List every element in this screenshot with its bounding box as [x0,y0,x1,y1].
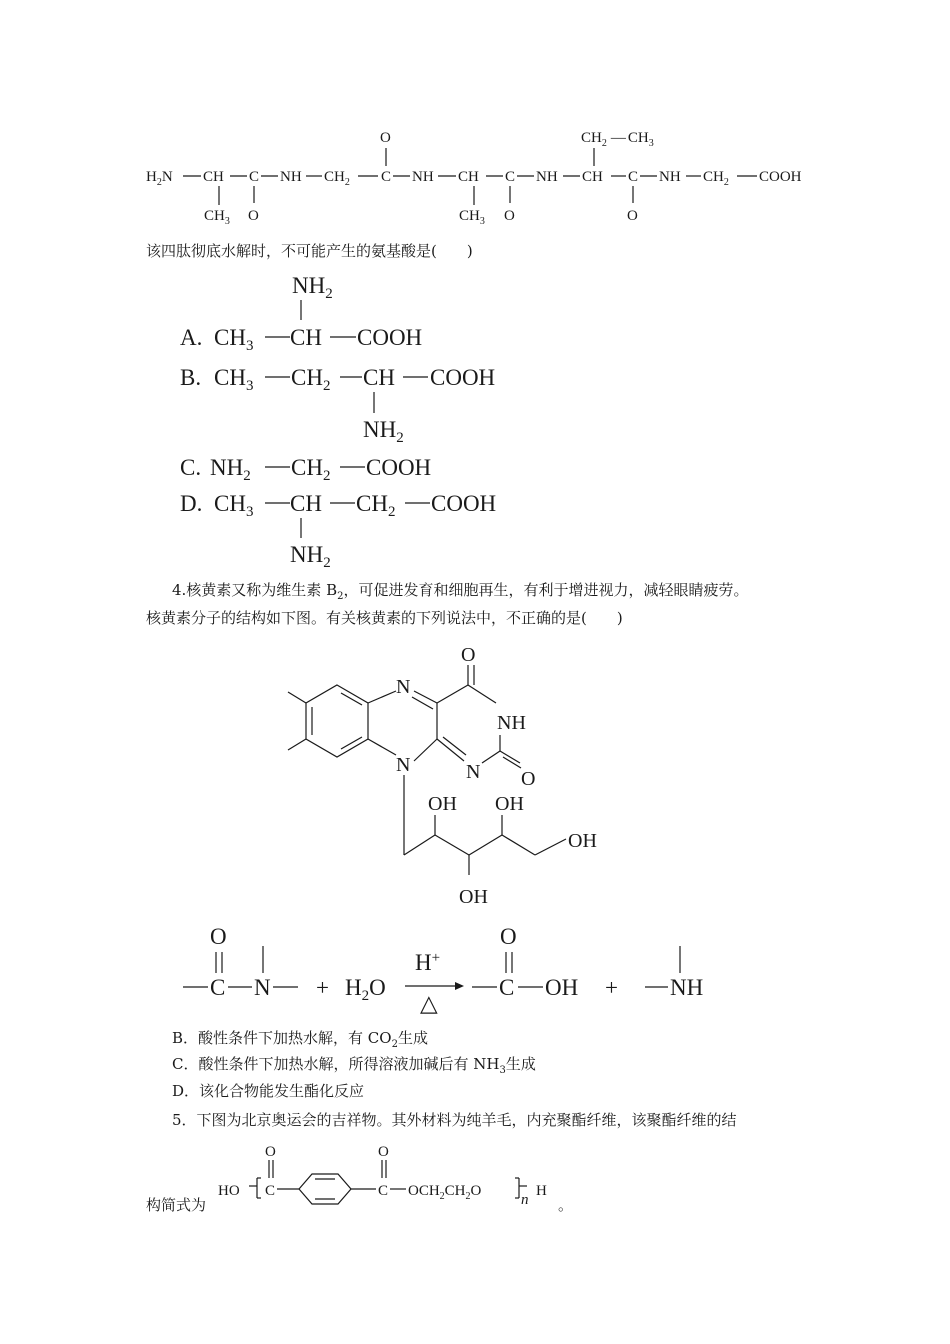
opt-d-cooh: COOH [431,491,497,516]
poly-h: H [536,1183,547,1199]
o-3: O [504,208,515,224]
o-ring: O [521,768,536,790]
o-2: O [380,130,391,146]
o-top: O [461,644,476,666]
n-top: N [396,676,411,698]
q4-option-d: D．该化合物能发生酯化反应 [172,1082,365,1100]
polyester-structure [0,1138,950,1218]
opt-c-ch2: $CH_2$ [291,455,331,484]
tetrapeptide-structure [0,0,950,240]
plus-1: + [316,975,329,1000]
amide-hydrolysis-equation [0,918,950,1016]
q5-line2-suffix: 。 [558,1196,574,1214]
oh-1: OH [428,793,457,815]
opt-d-ch: CH [290,491,322,516]
ch-1: CH [203,169,224,185]
n-bottom: N [396,754,411,776]
c-3: C [505,169,516,185]
o-4: O [627,208,638,224]
water: $H_2O$ [345,975,386,1004]
ch-2: CH [458,169,479,185]
acid-c: C [499,975,515,1000]
opt-c-cooh: COOH [366,455,432,480]
n-ring: N [466,761,481,783]
ch-3: CH [582,169,603,185]
c-4: C [628,169,639,185]
riboflavin-structure [0,635,950,915]
poly-och2ch2o: $OCH_2CH_2O$ [408,1183,482,1202]
ch3-1: $CH_3$ [204,208,230,227]
opt-d-label: D. [180,491,203,516]
opt-c-label: C. [180,455,202,480]
acid-o: O [500,924,517,949]
nh-4: NH [659,169,681,185]
opt-a-ch3: $CH_3$ [214,325,254,354]
opt-a-ch: CH [290,325,322,350]
ch2-1: $CH_2$ [324,169,350,188]
poly-o-1: O [265,1144,276,1160]
ch3-2: $CH_3$ [459,208,485,227]
oh-2: OH [495,793,524,815]
catalyst-h: H+ [415,950,441,975]
poly-n: n [521,1192,529,1208]
q5-line2-prefix: 构简式为 [146,1196,207,1214]
q3-stem: 该四肽彻底水解时，不可能产生的氨基酸是( ) [146,242,473,260]
plus-2: + [605,975,618,1000]
oh-4: OH [459,886,488,908]
ch2-2: $CH_2$ [703,169,729,188]
opt-d-nh2: $NH_2$ [290,542,331,571]
nh-2: NH [412,169,434,185]
amide-c: C [210,975,226,1000]
q4-line2: 核黄素分子的结构如下图。有关核黄素的下列说法中，不正确的是( ) [146,609,623,627]
o-1: O [248,208,259,224]
q5-line1: 5．下图为北京奥运会的吉祥物。其外材料为纯羊毛，内充聚酯纤维，该聚酯纤维的结 [172,1111,737,1129]
opt-a-cooh: COOH [357,325,423,350]
opt-a-nh2: $NH_2$ [292,273,333,302]
poly-o-2: O [378,1144,389,1160]
c-2: C [381,169,392,185]
opt-b-label: B. [180,365,202,390]
nh-1: NH [280,169,302,185]
heat-symbol: △ [420,991,438,1016]
q4-option-b: B．酸性条件下加热水解，有 $CO_2$生成 [172,1029,428,1050]
acid-oh: OH [545,975,579,1000]
amine-nh: NH [670,975,704,1000]
opt-b-ch2: $CH_2$ [291,365,331,394]
poly-c-2: C [378,1183,389,1199]
opt-d-ch2: $CH_2$ [356,491,396,520]
cooh-1: COOH [759,169,802,185]
q3-options [0,265,950,585]
h2n-label: $H_2N$ [146,169,173,188]
amide-o: O [210,924,227,949]
opt-b-ch: CH [363,365,395,390]
poly-ho: HO [218,1183,240,1199]
nh-3: NH [536,169,558,185]
q4-line1: 4.核黄素又称为维生素 $B_2$，可促进发育和细胞再生，有利于增进视力，减轻眼睛疲劳。 [172,581,749,602]
opt-b-nh2: $NH_2$ [363,417,404,446]
oh-3: OH [568,830,597,852]
q4-option-c: C．酸性条件下加热水解，所得溶液加碱后有 $NH_3$生成 [172,1055,536,1076]
opt-b-ch3: $CH_3$ [214,365,254,394]
ch2ch3-label: $CH_2$ — $CH_3$ [581,130,654,149]
opt-a-label: A. [180,325,203,350]
poly-c-1: C [265,1183,276,1199]
amide-n: N [254,975,271,1000]
opt-d-ch3: $CH_3$ [214,491,254,520]
nh-ring: NH [497,712,526,734]
opt-b-cooh: COOH [430,365,496,390]
c-1: C [249,169,260,185]
opt-c-nh2: $NH_2$ [210,455,251,484]
